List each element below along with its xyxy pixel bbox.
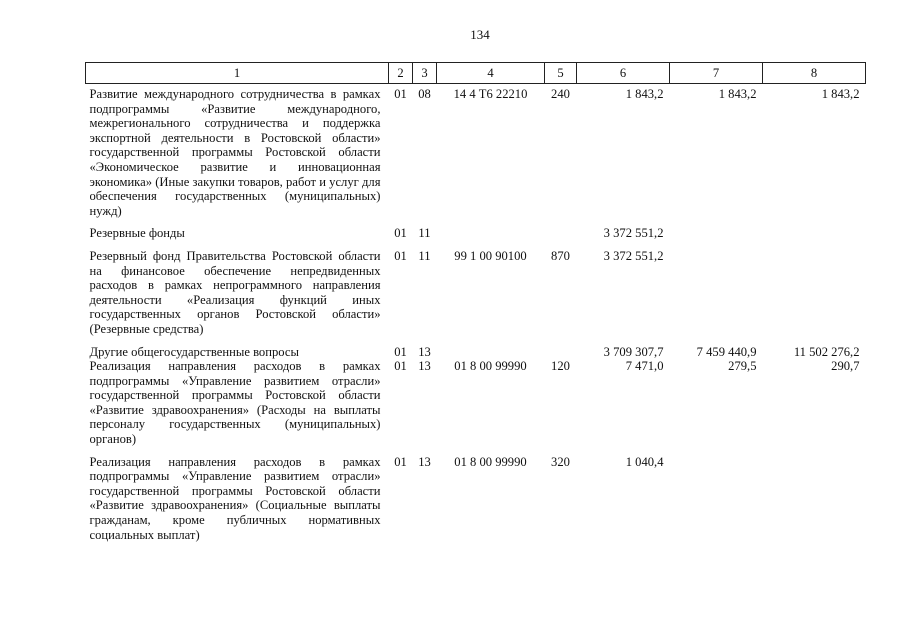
row-amount-3 xyxy=(763,241,866,337)
row-amount-3 xyxy=(763,218,866,241)
column-header: 6 xyxy=(577,63,670,84)
row-amount-1: 7 471,0 xyxy=(625,359,664,374)
table-row xyxy=(86,218,866,241)
row-name: Резервный фонд Правительства Ростовской области на финансовое обеспечение непредвиденных расходов в рамках непрограммного направления деятельности «Реализация функций иных государственных органов Ростовской области» (Резервные средства) xyxy=(89,248,381,336)
row-amount-1: 3 372 551,2 xyxy=(603,226,664,241)
row-amount-3: 290,7 xyxy=(831,359,860,374)
row-subsection-code: 08 xyxy=(418,87,431,101)
row-amount-2 xyxy=(670,447,763,543)
table-header-row xyxy=(86,63,866,84)
row-amount-1: 1 040,4 xyxy=(625,454,664,469)
row-target-article: 01 8 00 99990 xyxy=(454,359,527,374)
row-amount-3: 1 843,2 xyxy=(821,87,860,101)
column-header: 8 xyxy=(763,63,866,84)
row-section-code: 01 xyxy=(394,87,407,101)
row-amount-3: 11 502 276,2 xyxy=(793,344,860,359)
row-subsection-code: 11 xyxy=(418,226,431,241)
row-expense-type xyxy=(545,218,577,241)
row-section-code: 01 xyxy=(394,454,407,469)
table-row xyxy=(86,241,866,337)
row-amount-2 xyxy=(670,241,763,337)
row-subsection-code: 13 xyxy=(418,454,431,469)
page-number: 134 xyxy=(470,27,490,42)
row-subsection-code: 13 xyxy=(418,359,431,374)
row-amount-1: 1 843,2 xyxy=(625,87,664,101)
column-header: 4 xyxy=(437,63,545,84)
row-amount-1: 3 709 307,7 xyxy=(603,344,664,359)
column-header: 3 xyxy=(413,63,437,84)
row-target-article: 99 1 00 90100 xyxy=(454,248,527,263)
column-header: 2 xyxy=(389,63,413,84)
row-subsection-code: 13 xyxy=(418,344,431,359)
row-expense-type: 870 xyxy=(551,248,570,263)
row-name: Резервные фонды xyxy=(89,226,185,241)
row-section-code: 01 xyxy=(394,248,407,263)
table-row xyxy=(86,337,866,360)
table-row xyxy=(86,359,866,447)
row-subsection-code: 11 xyxy=(418,248,431,263)
row-expense-type: 120 xyxy=(551,359,570,374)
table-row xyxy=(86,447,866,543)
row-amount-2 xyxy=(670,218,763,241)
row-amount-1: 3 372 551,2 xyxy=(603,248,664,263)
row-expense-type: 240 xyxy=(551,87,570,101)
row-target-article xyxy=(437,218,545,241)
row-section-code: 01 xyxy=(394,344,407,359)
column-header: 7 xyxy=(670,63,763,84)
column-header: 5 xyxy=(545,63,577,84)
row-amount-2: 279,5 xyxy=(728,359,757,374)
row-section-code: 01 xyxy=(394,359,407,374)
row-target-article: 01 8 00 99990 xyxy=(454,454,527,469)
row-section-code: 01 xyxy=(394,226,407,241)
row-name: Развитие международного сотрудничества в рамках подпрограммы «Развитие международного, межрегионального сотрудничества и поддержка экспортной деятельности в Ростовской области» государственной программы Ростовской области «Экономическое развитие и инновационная экономика» (Иные закупки товаров, работ и услуг для обеспечения государственных (муниципальных) нужд) xyxy=(89,87,381,218)
row-target-article xyxy=(437,337,545,360)
table-row xyxy=(86,84,866,219)
row-expense-type xyxy=(545,337,577,360)
row-amount-2: 1 843,2 xyxy=(718,87,757,101)
row-name: Реализация направления расходов в рамках подпрограммы «Управление развитием отрасли» государственной программы Ростовской области «Развитие здравоохранения» (Социальные выплаты гражданам, кроме публичных нормативных социальных выплат) xyxy=(89,454,381,542)
row-amount-3 xyxy=(763,447,866,543)
column-header: 1 xyxy=(86,63,389,84)
row-expense-type: 320 xyxy=(551,454,570,469)
row-name: Другие общегосударственные вопросы xyxy=(89,344,299,359)
row-name: Реализация направления расходов в рамках подпрограммы «Управление развитием отрасли» государственной программы Ростовской области «Развитие здравоохранения» (Расходы на выплаты персоналу государственных (муниципальных) органов) xyxy=(89,359,381,447)
budget-table xyxy=(85,62,866,542)
row-amount-2: 7 459 440,9 xyxy=(696,344,757,359)
row-target-article: 14 4 Т6 22210 xyxy=(453,87,528,101)
